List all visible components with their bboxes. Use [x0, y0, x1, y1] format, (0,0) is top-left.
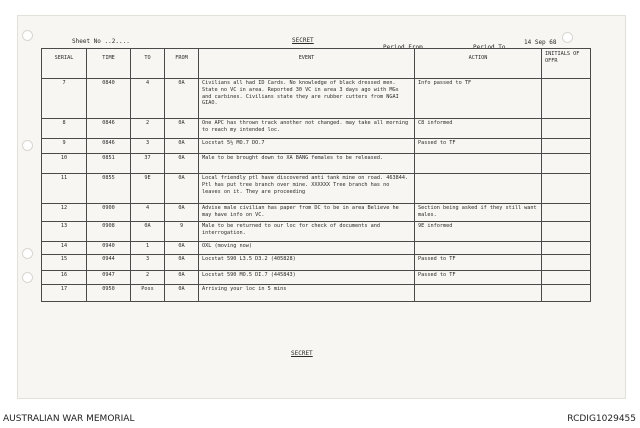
cell-to: 4: [131, 204, 165, 222]
cell-from: 0A: [165, 119, 199, 139]
period-from: Period From ..........: [383, 44, 463, 51]
cell-serial: 13: [42, 222, 87, 242]
cell-time: 0855: [87, 174, 131, 204]
cell-from: 9: [165, 222, 199, 242]
cell-to: 0A: [131, 222, 165, 242]
cell-serial: 15: [42, 255, 87, 271]
cell-from: 0A: [165, 285, 199, 302]
table-header-row: [42, 49, 591, 79]
cell-event: Locstat 590 MO.5 DI.7 (445843): [199, 271, 415, 285]
cell-time: 0944: [87, 255, 131, 271]
table-row: [42, 242, 591, 255]
punch-hole: [22, 140, 33, 151]
table-row: [42, 79, 591, 119]
col-header-action: ACTION: [415, 49, 542, 79]
cell-initials: [542, 271, 591, 285]
cell-initials: [542, 242, 591, 255]
cell-to: 1: [131, 242, 165, 255]
table-row: [42, 222, 591, 242]
cell-from: 0A: [165, 139, 199, 154]
cell-serial: 7: [42, 79, 87, 119]
table-row: [42, 119, 591, 139]
cell-action: C8 informed: [415, 119, 542, 139]
punch-hole: [22, 248, 33, 259]
cell-action: 9E informed: [415, 222, 542, 242]
cell-time: 0940: [87, 242, 131, 255]
cell-event: Male to be returned to our loc for check of documents and interrogation.: [199, 222, 415, 242]
table-row: [42, 154, 591, 174]
cell-to: 9E: [131, 174, 165, 204]
cell-to: 2: [131, 271, 165, 285]
sheet-number: [72, 38, 130, 45]
archive-credit: AUSTRALIAN WAR MEMORIAL: [3, 414, 135, 424]
cell-to: 4: [131, 79, 165, 119]
table-row: [42, 285, 591, 302]
col-header-from: FROM: [165, 49, 199, 79]
table-row: [42, 255, 591, 271]
cell-serial: 11: [42, 174, 87, 204]
table-row: [42, 204, 591, 222]
cell-time: 0900: [87, 204, 131, 222]
cell-serial: 10: [42, 154, 87, 174]
cell-action: [415, 154, 542, 174]
cell-from: 0A: [165, 174, 199, 204]
cell-action: Passed to TF: [415, 255, 542, 271]
cell-from: 0A: [165, 255, 199, 271]
cell-time: 0947: [87, 271, 131, 285]
cell-to: 3: [131, 255, 165, 271]
col-header-initials: INITIALS OF OFFR: [542, 49, 591, 79]
cell-event: One APC has thrown track another not changed. may take all morning to reach my intended loc.: [199, 119, 415, 139]
table-row: [42, 139, 591, 154]
cell-serial: 14: [42, 242, 87, 255]
cell-event: Male to be brought down to XA BANG females to be released.: [199, 154, 415, 174]
col-header-to: TO: [131, 49, 165, 79]
cell-time: 0851: [87, 154, 131, 174]
cell-time: 0846: [87, 139, 131, 154]
cell-from: 0A: [165, 79, 199, 119]
cell-initials: [542, 255, 591, 271]
cell-time: 0846: [87, 119, 131, 139]
classification-top: SECRET: [292, 37, 314, 44]
col-header-time: TIME: [87, 49, 131, 79]
log-date: 14 Sep 68: [524, 39, 557, 46]
cell-serial: 12: [42, 204, 87, 222]
cell-action: [415, 174, 542, 204]
classification-bottom: SECRET: [291, 350, 313, 357]
cell-action: Passed to TF: [415, 139, 542, 154]
col-header-serial: SERIAL: [42, 49, 87, 79]
cell-event: Locstat 590 L3.5 D3.2 (405828): [199, 255, 415, 271]
cell-event: Civilians all had ID Cards. No knowledge of black dressed men. State no VC in area. Reported 30 VC in area 3 days ago with MGs and carbines. Civilians state they are rubber cutters from NGAI GIAO.: [199, 79, 415, 119]
cell-initials: [542, 154, 591, 174]
cell-from: 0A: [165, 204, 199, 222]
cell-action: Info passed to TF: [415, 79, 542, 119]
cell-action: Passed to TF: [415, 271, 542, 285]
cell-event: OXL (moving now): [199, 242, 415, 255]
cell-serial: 17: [42, 285, 87, 302]
cell-from: 0A: [165, 271, 199, 285]
cell-to: 3: [131, 139, 165, 154]
cell-initials: [542, 119, 591, 139]
cell-to: 2: [131, 119, 165, 139]
punch-hole: [22, 272, 33, 283]
col-header-event: EVENT: [199, 49, 415, 79]
cell-event: Arriving your loc in 5 mins: [199, 285, 415, 302]
cell-initials: [542, 139, 591, 154]
cell-initials: [542, 285, 591, 302]
cell-to: 37: [131, 154, 165, 174]
period-to: Period To .......: [473, 44, 535, 51]
cell-initials: [542, 204, 591, 222]
punch-hole: [22, 30, 33, 41]
cell-from: 0A: [165, 242, 199, 255]
table-row: [42, 174, 591, 204]
cell-initials: [542, 174, 591, 204]
cell-event: Advise male civilian has paper from DC to be in area Believe he may have info on VC.: [199, 204, 415, 222]
cell-serial: 8: [42, 119, 87, 139]
cell-initials: [542, 222, 591, 242]
archive-reference: RCDIG1029455: [567, 414, 636, 424]
log-table: [41, 48, 591, 302]
cell-to: Poss: [131, 285, 165, 302]
cell-time: 0950: [87, 285, 131, 302]
sheet-label: Sheet No: [72, 38, 101, 45]
cell-event: Local friendly ptl have discovered anti tank mine on road. 463844. Ptl has put tree branch over mine. XXXXXX Tree branch has no leaves on it. They are proceeding: [199, 174, 415, 204]
cell-action: [415, 285, 542, 302]
cell-time: 0908: [87, 222, 131, 242]
cell-serial: 16: [42, 271, 87, 285]
cell-event: Locstat 5½ MO.7 DO.7: [199, 139, 415, 154]
cell-time: 0840: [87, 79, 131, 119]
cell-action: Section being asked if they still want males.: [415, 204, 542, 222]
cell-from: 0A: [165, 154, 199, 174]
sheet-no-value: ..2....: [104, 38, 130, 45]
table-row: [42, 271, 591, 285]
cell-action: [415, 242, 542, 255]
cell-initials: [542, 79, 591, 119]
cell-serial: 9: [42, 139, 87, 154]
punch-hole: [562, 32, 573, 43]
log-body: [42, 79, 591, 302]
